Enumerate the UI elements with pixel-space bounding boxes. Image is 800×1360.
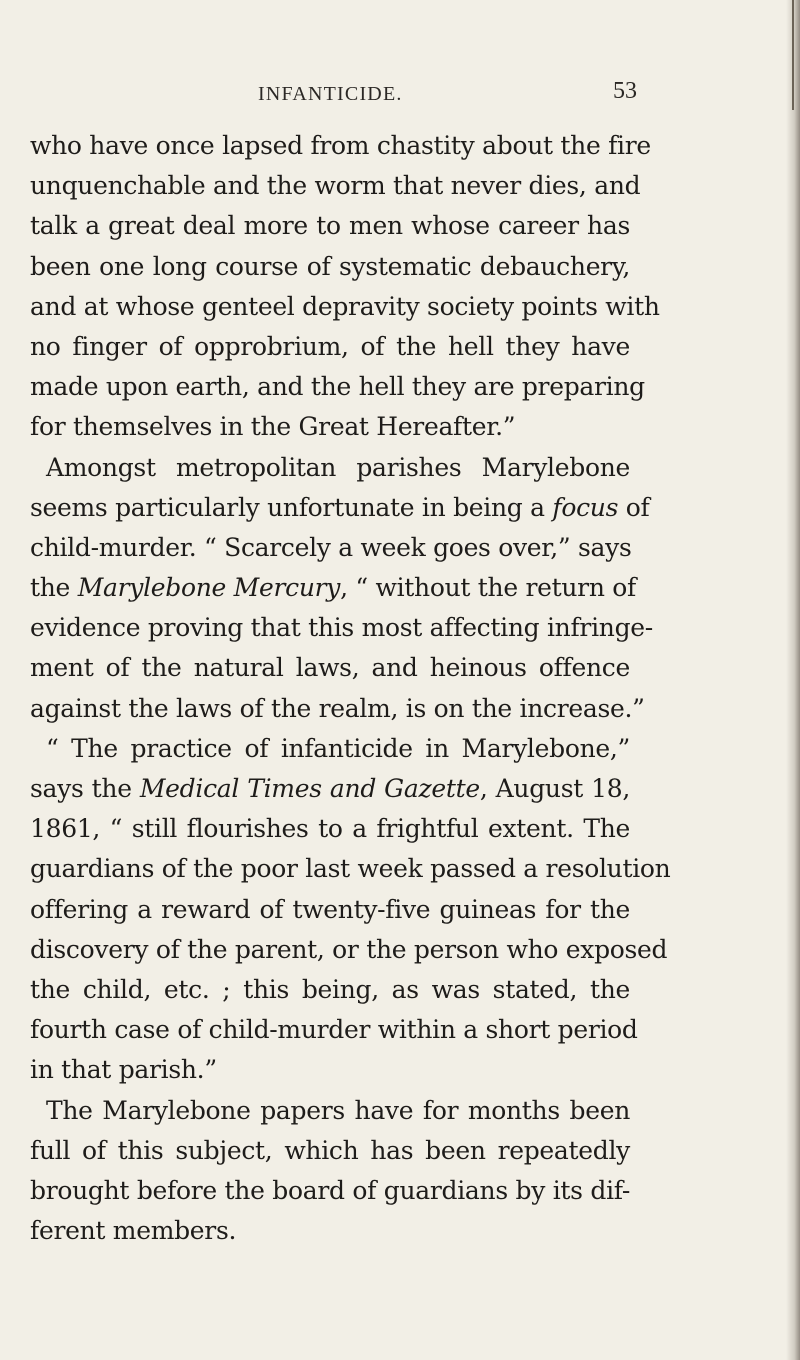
text-line: ment of the natural laws, and heinous offence xyxy=(30,653,630,683)
text-line: seems particularly unfortunate in being a focus of xyxy=(30,492,650,522)
italic-phrase: focus xyxy=(552,492,619,522)
running-title: INFANTICIDE. xyxy=(258,83,403,105)
paragraph-start-line: “ The practice of infanticide in Marylebone,” xyxy=(46,733,630,763)
text-line: discovery of the parent, or the person who exposed xyxy=(30,934,668,964)
text-line: the Marylebone Mercury, “ without the return of xyxy=(30,573,636,603)
text-line: for themselves in the Great Hereafter.” xyxy=(30,412,516,442)
text-line: fourth case of child-murder within a short period xyxy=(30,1015,638,1045)
text-line: full of this subject, which has been repeatedly xyxy=(30,1135,630,1165)
text-line: and at whose genteel depravity society points with xyxy=(30,291,660,321)
italic-phrase: Medical Times and Gazette xyxy=(139,774,480,803)
page-number: 53 xyxy=(613,78,637,104)
text-line: against the laws of the realm, is on the increase.” xyxy=(30,693,645,723)
text-line: child-murder. “ Scarcely a week goes over,” says xyxy=(30,532,632,562)
text-line: says the Medical Times and Gazette, August 18, xyxy=(30,774,631,803)
body-text xyxy=(30,126,671,1251)
text-line: in that parish.” xyxy=(30,1055,217,1085)
text-line: been one long course of systematic debauchery, xyxy=(30,251,630,281)
text-line: talk a great deal more to men whose career has xyxy=(30,211,630,241)
text-line: guardians of the poor last week passed a resolution xyxy=(30,854,671,884)
page-edge-shadow xyxy=(786,0,800,1360)
text-line: ferent members. xyxy=(30,1216,237,1246)
text-line: made upon earth, and the hell they are preparing xyxy=(30,372,645,402)
paragraph-start-line: The Marylebone papers have for months been xyxy=(46,1095,630,1125)
text-line: unquenchable and the worm that never dies, and xyxy=(30,171,641,201)
text-line: 1861, “ still flourishes to a frightful extent. The xyxy=(30,814,630,844)
text-line: offering a reward of twenty-five guineas for the xyxy=(30,894,630,924)
text-line: brought before the board of guardians by its dif- xyxy=(30,1175,630,1205)
italic-phrase: Marylebone Mercury xyxy=(77,573,341,603)
text-line: no finger of opprobrium, of the hell they have xyxy=(30,331,630,361)
text-line: evidence proving that this most affecting infringe- xyxy=(30,613,653,643)
text-line: who have once lapsed from chastity about the fire xyxy=(30,131,651,160)
page-edge-line xyxy=(792,0,794,110)
text-line: the child, etc. ; this being, as was stated, the xyxy=(30,974,630,1004)
paragraph-start-line: Amongst metropolitan parishes Marylebone xyxy=(46,452,630,482)
